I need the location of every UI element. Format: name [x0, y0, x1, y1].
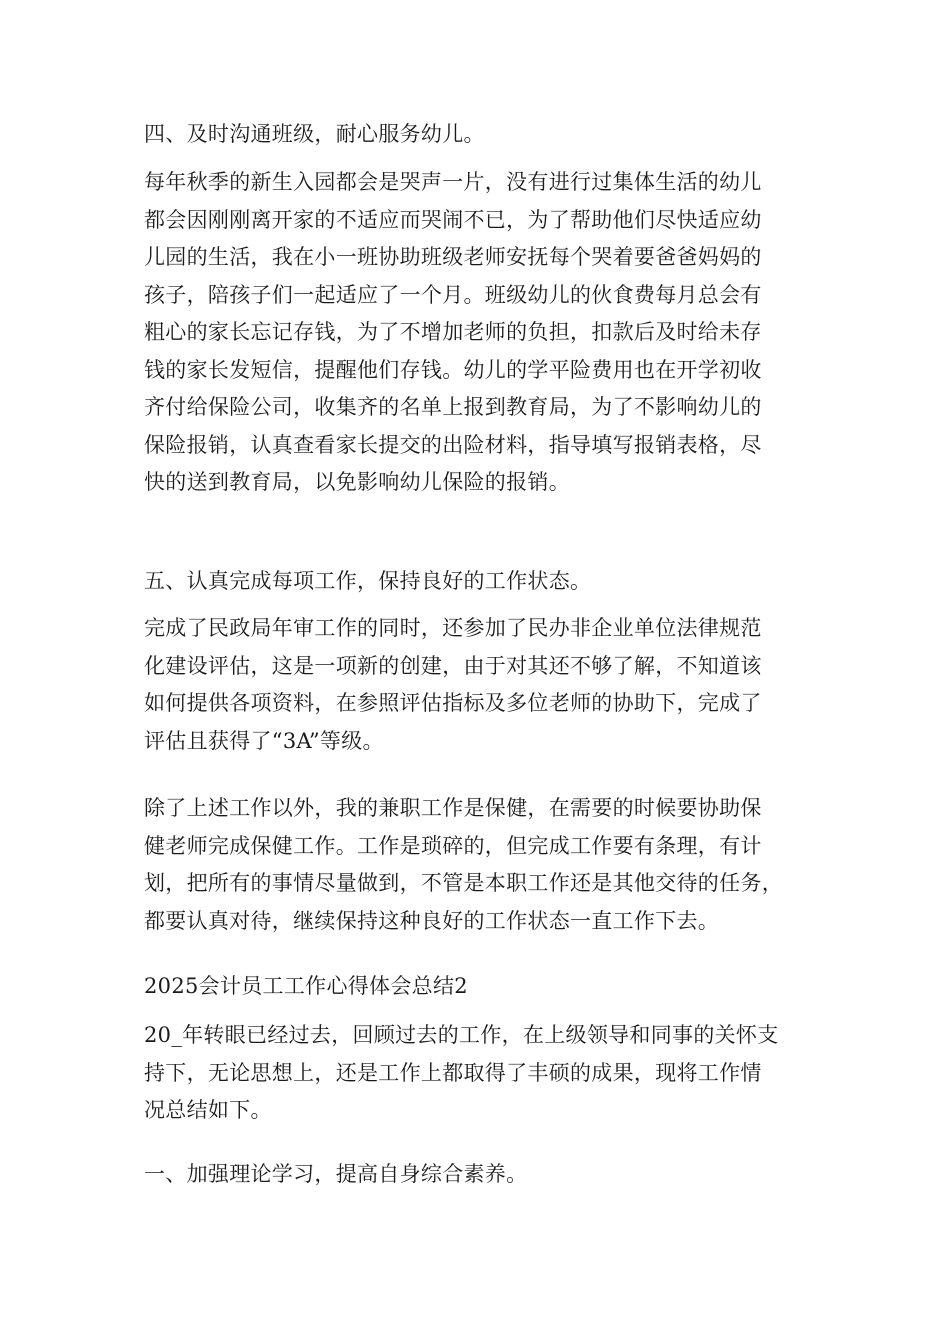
section-heading-5: [144, 563, 834, 601]
text-line: 2025会计员工工作心得体会总结2: [144, 974, 468, 998]
text-line: 快的送到教育局，以免影响幼儿保险的报销。: [144, 470, 570, 494]
text-line: 除了上述工作以外，我的兼职工作是保健，在需要的时候要协助保: [144, 796, 762, 820]
text-line: 五、认真完成每项工作，保持良好的工作状态。: [144, 569, 592, 593]
text-line: 评估且获得了“3A”等级。: [144, 728, 384, 753]
text-line: 都会因刚刚离开家的不适应而哭闹不已，为了帮助他们尽快适应幼: [144, 207, 762, 232]
text-line: 孩子，陪孩子们一起适应了一个月。班级幼儿的伙食费每月总会有: [144, 282, 762, 307]
text-line: 儿园的生活，我在小一班协助班级老师安抚每个哭着要爸爸妈妈的: [144, 245, 762, 269]
paragraph-year-review: [144, 1017, 834, 1130]
text-line: 持下，无论思想上，还是工作上都取得了丰硕的成果，现将工作情: [144, 1060, 762, 1085]
text-line: 四、及时沟通班级，耐心服务幼儿。: [144, 122, 485, 146]
text-line: 粗心的家长忘记存钱，为了不增加老师的负担，扣款后及时给未存: [144, 320, 762, 344]
text-line: 一、加强理论学习，提高自身综合素养。: [144, 1162, 528, 1186]
paragraph-evaluation: [144, 610, 834, 760]
text-line: 钱的家长发短信，提醒他们存钱。幼儿的学平险费用也在开学初收: [144, 357, 762, 382]
text-line: 每年秋季的新生入园都会是哭声一片，没有进行过集体生活的幼儿: [144, 170, 762, 194]
document-subtitle: [144, 968, 834, 1006]
section-heading-4: [144, 116, 834, 154]
text-line: 健老师完成保健工作。工作是琐碎的，但完成工作要有条理，有计: [144, 833, 762, 858]
paragraph-part-time-work: [144, 790, 834, 940]
text-line: 完成了民政局年审工作的同时，还参加了民办非企业单位法律规范: [144, 616, 762, 640]
text-line: 化建设评估，这是一项新的创建，由于对其还不够了解，不知道该: [144, 653, 762, 678]
text-line: 如何提供各项资料，在参照评估指标及多位老师的协助下，完成了: [144, 691, 762, 715]
text-line: 齐付给保险公司，收集齐的名单上报到教育局，为了不影响幼儿的: [144, 395, 762, 419]
text-line: 况总结如下。: [144, 1098, 272, 1122]
section-heading-1: [144, 1156, 834, 1194]
text-line: 20_年转眼已经过去，回顾过去的工作，在上级领导和同事的关怀支: [144, 1023, 779, 1047]
text-line: 保险报销，认真查看家长提交的出险材料，指导填写报销表格，尽: [144, 432, 762, 457]
text-line: 都要认真对待，继续保持这种良好的工作状态一直工作下去。: [144, 908, 720, 933]
paragraph-childcare-service: [144, 164, 834, 502]
text-line: 划，把所有的事情尽量做到，不管是本职工作还是其他交待的任务，: [144, 871, 783, 895]
